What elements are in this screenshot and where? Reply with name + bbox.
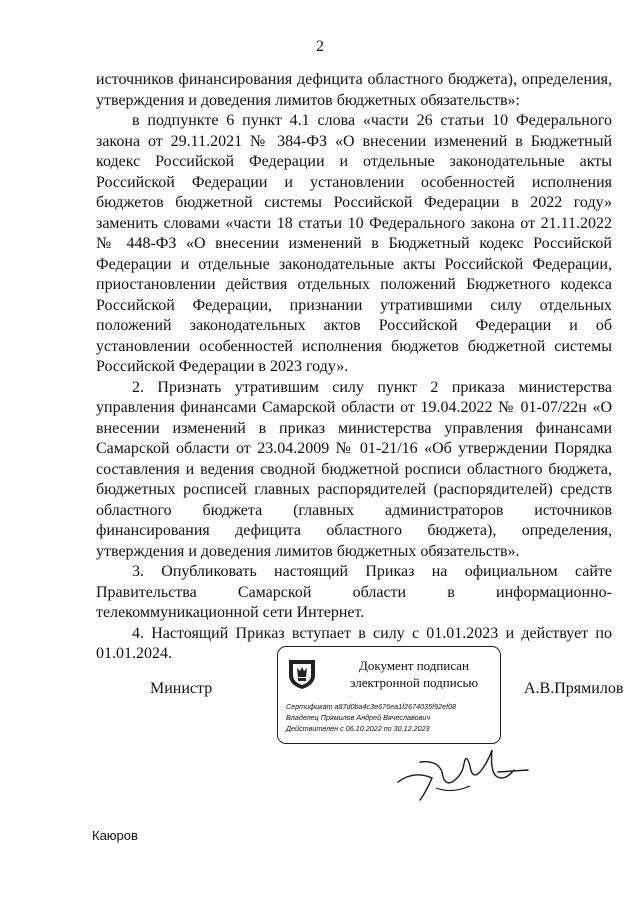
electronic-signature-stamp (277, 646, 501, 744)
paragraph-item-3: 3. Опубликовать настоящий Приказ на официальном сайте Правительства Самарской области в информационно-телекоммуникационной сети Интернет. (96, 563, 612, 621)
signatory-title: Министр (150, 680, 213, 697)
paragraph-item-4: 4. Настоящий Приказ вступает в силу с 01.01.2023 и действует по 01.01.2024. (96, 624, 612, 662)
handwritten-signature-icon (392, 742, 532, 804)
page-number: 2 (316, 38, 324, 55)
stamp-line-2: электронной подписью (349, 675, 479, 690)
stamp-owner: Владелец Прямилов Андрей Вячеславович (286, 713, 431, 722)
stamp-title (334, 657, 494, 691)
paragraph-item-2: 2. Признать утратившим силу пункт 2 приказа министерства управления финансами Самарской области от 19.04.2022 № 01-07/22н «О внесении изменений в приказ министерства управления финансами Самарской области от 23.04.2009 № 01-21/16 «Об утверждении Порядка составления и ведения сводной бюджетной росписи областного бюджета, бюджетных росписей главных распорядителей (распорядителей) средств областного бюджета (главных администраторов источников финансирования дефицита областного бюджета), определения, утверждения и доведения лимитов бюджетных обязательств». (96, 378, 612, 560)
coat-of-arms-icon (286, 657, 318, 691)
stamp-certificate: Сертификат a87d0ba4c3e676ea1f2674035f92ef08 (286, 702, 457, 711)
document-body (96, 70, 612, 665)
stamp-validity: Действителен с 06.10.2022 по 30.12.2023 (286, 724, 430, 733)
signatory-name: А.В.Прямилов (524, 680, 624, 697)
executor-name: Каюров (92, 828, 138, 843)
paragraph-continuation: источников финансирования дефицита областного бюджета), определения, утверждения и доведения лимитов бюджетных обязательств»: (96, 71, 612, 109)
paragraph-subpoint-6: в подпункте 6 пункт 4.1 слова «части 26 статьи 10 Федерального закона от 29.11.2021 № 384-ФЗ «О внесении изменений в Бюджетный кодекс Российской Федерации и отдельные законодательные акты Российской Федерации и установлении особенностей исполнения бюджетов бюджетной системы Российской Федерации в 2022 году» заменить словами «части 18 статьи 10 Федерального закона от 21.11.2022 № 448-ФЗ «О внесении изменений в Бюджетный кодекс Российской Федерации и отдельные законодательные акты Российской Федерации, приостановлении действия отдельных положений Бюджетного кодекса Российской Федерации, признании утратившими силу отдельных положений законодательных актов Российской Федерации и об установлении особенностей исполнения бюджетов бюджетной системы Российской Федерации в 2023 году». (96, 112, 612, 375)
stamp-line-1: Документ подписан (359, 658, 469, 673)
stamp-details (286, 701, 496, 734)
